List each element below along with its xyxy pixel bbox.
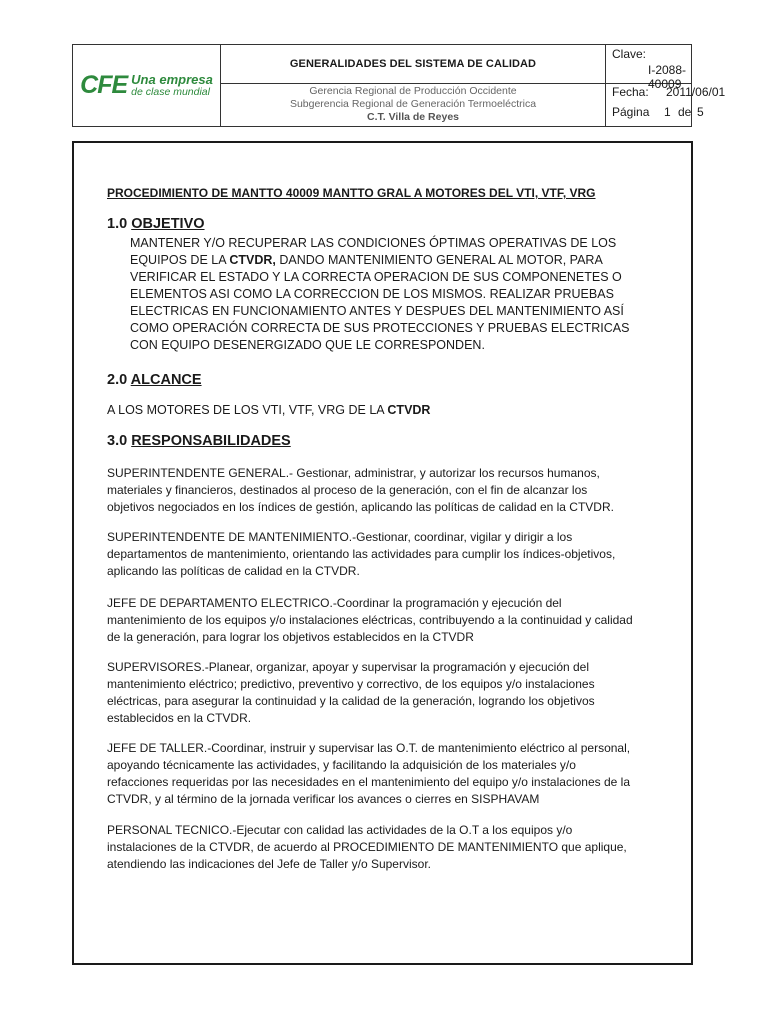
text-line: SUPERVISORES.-Planear, organizar, apoyar y supervisar la programación y ejecución del: [107, 660, 590, 674]
clave-box: [606, 45, 691, 91]
logo-cell: [73, 45, 221, 126]
logo-slogan-line-1: Una empresa: [131, 71, 213, 87]
clave-label: Clave:: [612, 47, 647, 61]
clave-value: I-2088-40009: [648, 63, 687, 91]
header-title: GENERALIDADES DEL SISTEMA DE CALIDAD: [221, 45, 605, 84]
text-line: mantenimiento de los equipos y/o instalaciones eléctricas, contribuyendo a la continuidad y calidad: [107, 613, 633, 627]
objetivo-text: [130, 235, 650, 354]
section-title: RESPONSABILIDADES: [131, 433, 291, 449]
text-line: mantenimiento eléctrico; predictivo, preventivo y correctivo, de los equipos y/o instalaciones: [107, 677, 595, 691]
pagina-num: 1: [664, 105, 671, 119]
text-line: aplicando las políticas de calidad en la CTVDR.: [107, 564, 360, 578]
pagina-de: de: [678, 105, 692, 119]
text-line: establecidos en la CTVDR.: [107, 711, 252, 725]
text-line: de la generación, para lograr los objetivos establecidos en la CTVDR: [107, 630, 474, 644]
text-line: JEFE DE DEPARTAMENTO ELECTRICO.-Coordinar la programación y ejecución del: [107, 596, 562, 610]
section-num: 2.0: [107, 372, 128, 388]
meta-cell: [606, 45, 726, 126]
text-line: atendiendo las indicaciones del Jefe de Taller y/o Supervisor.: [107, 857, 431, 871]
header-subtitle: [221, 83, 605, 126]
document-header: [72, 44, 726, 127]
section-title: OBJETIVO: [131, 216, 205, 232]
logo-slogan-line-2: de clase mundial: [131, 85, 210, 98]
text-line: instalaciones de la CTVDR, de acuerdo al PROCEDIMIENTO DE MANTENIMIENTO que aplique,: [107, 840, 627, 854]
section-title: ALCANCE: [130, 372, 202, 388]
pagina-label: Página: [612, 105, 650, 119]
header-sub-2: Subgerencia Regional de Generación Termoeléctrica: [289, 98, 537, 110]
paragraph-superintendente-general: [107, 465, 667, 516]
text-line: JEFE DE TALLER.-Coordinar, instruir y supervisar las O.T. de mantenimiento eléctrico al personal,: [107, 741, 631, 755]
text-line: ELECTRICAS EN FUNCIONAMIENTO ANTES Y DESPUES DEL MANTENIMIENTO ASÍ: [130, 304, 624, 318]
text-line: eléctricas, para asegurar la continuidad y la calidad de la generación, logrando los objetivos: [107, 694, 595, 708]
alcance-text: [107, 403, 430, 417]
text-line: MANTENER Y/O RECUPERAR LAS CONDICIONES ÓPTIMAS OPERATIVAS DE LOS: [130, 236, 617, 250]
text-line: materiales y financieros, destinados al proceso de la generación, con el fin de alcanzar los: [107, 483, 588, 497]
section-responsabilidades-heading: [107, 433, 291, 449]
header-sub-3: C.T. Villa de Reyes: [366, 111, 460, 123]
text-line: CTVDR, y al término de la jornada verificar los avances o cierres en SISPHAVAM: [107, 792, 540, 806]
text-line: objetivos negociados en los índices de gestión, aplicando las políticas de calidad en la CTVDR.: [107, 500, 614, 514]
text-line: VERIFICAR EL ESTADO Y LA CORRECTA OPERACION DE SUS COMPONENETES O: [130, 270, 622, 284]
paragraph-superintendente-mantenimiento: [107, 529, 667, 580]
cfe-logo: [80, 71, 213, 100]
text-line: [130, 252, 650, 269]
text-line: ELEMENTOS ASI COMO LA CORRECCION DE LOS MISMOS. REALIZAR PRUEBAS: [130, 287, 614, 301]
pagina-total: 5: [697, 105, 704, 119]
header-sub-1: Gerencia Regional de Producción Occidente: [309, 85, 517, 97]
text-line: SUPERINTENDENTE DE MANTENIMIENTO.-Gestionar, coordinar, vigilar y dirigir a los: [107, 530, 573, 544]
section-num: 1.0: [107, 216, 128, 232]
logo-slogan: [131, 71, 213, 98]
paragraph-jefe-taller: [107, 740, 667, 808]
doc-title: PROCEDIMIENTO DE MANTTO 40009 MANTTO GRAL A MOTORES DEL VTI, VTF, VRG: [107, 186, 596, 200]
text-line: CON EQUIPO DESENERGIZADO QUE LE CORRESPONDEN.: [130, 338, 485, 352]
fecha-label: Fecha:: [612, 85, 649, 99]
text-run: A LOS MOTORES DE LOS VTI, VTF, VRG DE LA: [107, 403, 388, 417]
text-line: departamentos de mantenimiento, orientando las actividades para cumplir los índices-objetivos,: [107, 547, 616, 561]
text-line: PERSONAL TECNICO.-Ejecutar con calidad las actividades de la O.T a los equipos y/o: [107, 823, 573, 837]
text-run: EQUIPOS DE LA: [130, 253, 230, 267]
paragraph-jefe-departamento: [107, 595, 667, 646]
text-line: apoyando técnicamente las actividades, y facilitando la adquisición de los materiales y/o: [107, 758, 576, 772]
paragraph-personal-tecnico: [107, 822, 667, 873]
text-line: COMO OPERACIÓN CORRECTA DE SUS PROTECCIONES Y PRUEBAS ELECTRICAS: [130, 321, 630, 335]
text-run-bold: CTVDR,: [229, 253, 276, 267]
text-line: refacciones requeridas por las necesidades en el mantenimiento del equipo y/o instalaciones de la: [107, 775, 630, 789]
fecha-value: 2011/06/01: [666, 85, 726, 99]
title-cell: [221, 45, 606, 126]
text-run: DANDO MANTENIMIENTO GENERAL AL MOTOR, PARA: [275, 253, 603, 267]
logo-text: CFE: [80, 71, 128, 99]
paragraph-supervisores: [107, 659, 667, 727]
section-alcance-heading: [107, 372, 202, 388]
fecha-pagina-box: [606, 83, 726, 126]
text-run-bold: CTVDR: [387, 403, 431, 417]
section-objetivo-heading: [107, 216, 205, 232]
section-num: 3.0: [107, 433, 128, 449]
text-line: SUPERINTENDENTE GENERAL.- Gestionar, administrar, y autorizar los recursos humanos,: [107, 466, 600, 480]
